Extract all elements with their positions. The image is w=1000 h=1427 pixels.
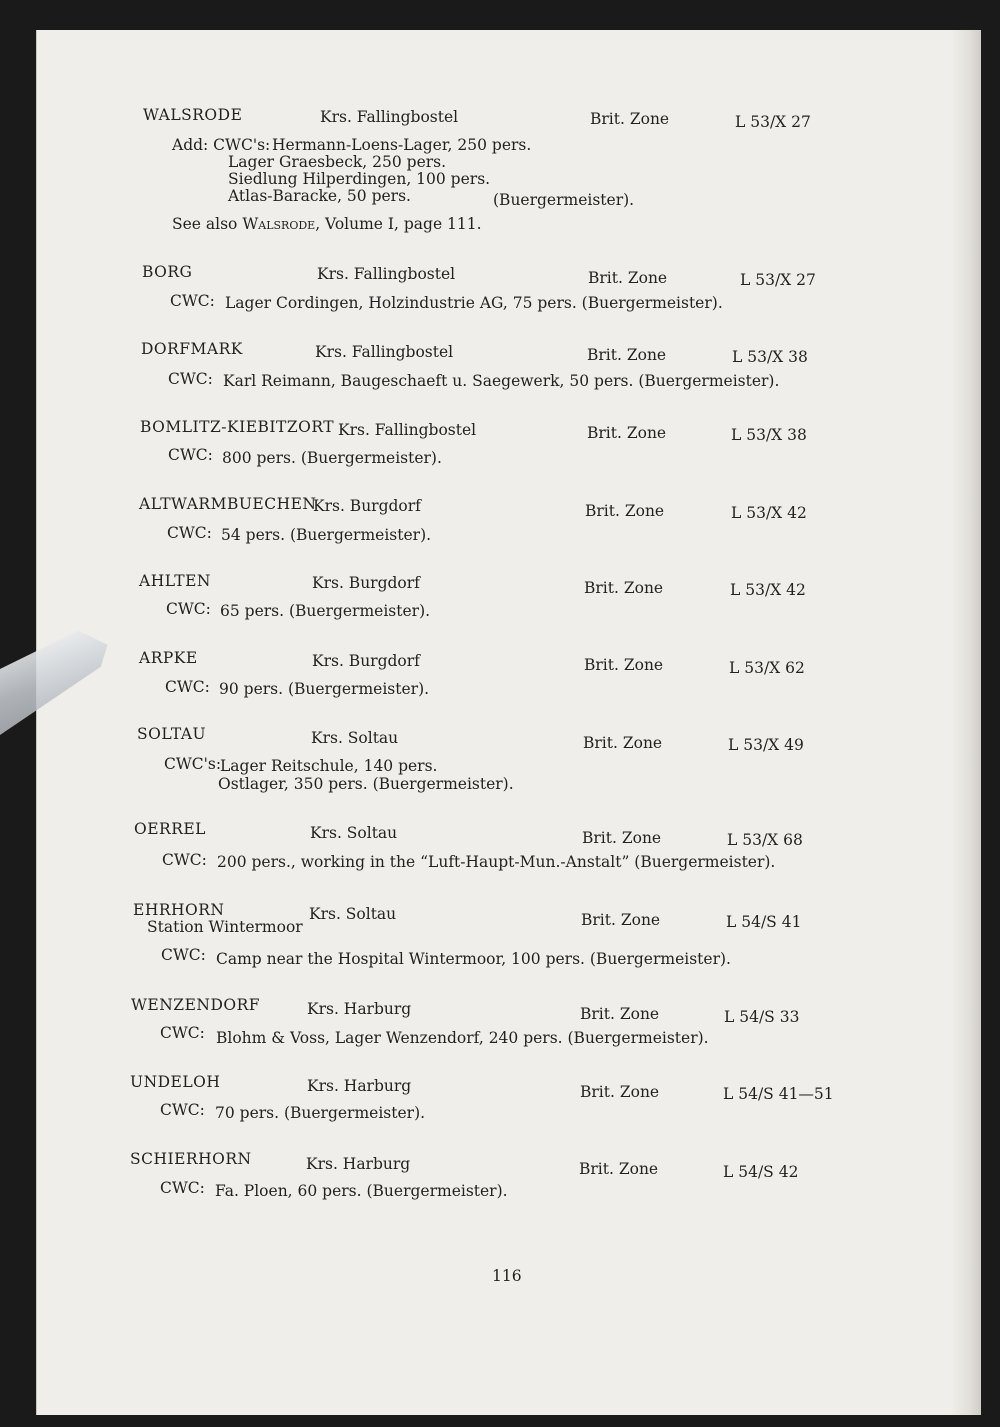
entry-label: CWC: bbox=[168, 446, 213, 464]
kreis: Krs. Harburg bbox=[307, 1077, 412, 1095]
place-name: OERREL bbox=[134, 820, 206, 838]
entry-text: Siedlung Hilperdingen, 100 pers. bbox=[228, 170, 491, 188]
entry-text: Atlas-Baracke, 50 pers. bbox=[228, 187, 411, 205]
zone: Brit. Zone bbox=[583, 734, 663, 752]
entry-label: CWC: bbox=[166, 600, 211, 618]
place-name: EHRHORN bbox=[133, 901, 225, 919]
entry-text: Lager Graesbeck, 250 pers. bbox=[228, 153, 447, 171]
source: (Buergermeister). bbox=[493, 191, 635, 209]
kreis: Krs. Fallingbostel bbox=[320, 108, 459, 126]
page-number: 116 bbox=[492, 1267, 522, 1285]
entry-text: Camp near the Hospital Wintermoor, 100 pers. (Buergermeister). bbox=[216, 950, 731, 968]
zone: Brit. Zone bbox=[582, 829, 662, 847]
grid-reference: L 53/X 62 bbox=[729, 659, 805, 677]
document-page bbox=[36, 30, 981, 1415]
kreis: Krs. Burgdorf bbox=[313, 497, 421, 515]
grid-reference: L 54/S 42 bbox=[723, 1163, 799, 1181]
zone: Brit. Zone bbox=[590, 110, 670, 128]
entry-text: 800 pers. (Buergermeister). bbox=[222, 449, 442, 467]
kreis: Krs. Burgdorf bbox=[312, 652, 420, 670]
see-also: See also Walsrode, Volume I, page 111. bbox=[172, 215, 482, 233]
entry-text: Karl Reimann, Baugeschaeft u. Saegewerk, 50 pers. (Buergermeister). bbox=[223, 372, 780, 390]
kreis: Krs. Harburg bbox=[306, 1155, 411, 1173]
grid-reference: L 53/X 68 bbox=[727, 831, 803, 849]
entry-text: Ostlager, 350 pers. (Buergermeister). bbox=[218, 775, 514, 793]
place-name: DORFMARK bbox=[141, 340, 243, 358]
entry-label: CWC: bbox=[170, 292, 215, 310]
place-name: AHLTEN bbox=[139, 572, 211, 590]
grid-reference: L 53/X 49 bbox=[728, 736, 804, 754]
zone: Brit. Zone bbox=[580, 1083, 660, 1101]
entry-text: 54 pers. (Buergermeister). bbox=[221, 526, 432, 544]
grid-reference: L 53/X 42 bbox=[731, 504, 807, 522]
entry-label: CWC's: bbox=[164, 755, 222, 773]
grid-reference: L 53/X 42 bbox=[730, 581, 806, 599]
kreis: Krs. Soltau bbox=[310, 824, 398, 842]
kreis: Krs. Burgdorf bbox=[312, 574, 420, 592]
entry-text: 70 pers. (Buergermeister). bbox=[215, 1104, 426, 1122]
kreis: Krs. Harburg bbox=[307, 1000, 412, 1018]
grid-reference: L 53/X 38 bbox=[731, 426, 807, 444]
entry-label: CWC: bbox=[168, 370, 213, 388]
place-name: SOLTAU bbox=[137, 725, 207, 743]
entry-text: 90 pers. (Buergermeister). bbox=[219, 680, 430, 698]
entry-label: CWC: bbox=[160, 1024, 205, 1042]
place-name: ALTWARMBUECHEN bbox=[139, 495, 317, 513]
entry-label: CWC: bbox=[162, 851, 207, 869]
zone: Brit. Zone bbox=[584, 656, 664, 674]
kreis: Krs. Fallingbostel bbox=[315, 343, 454, 361]
entry-label: Add: CWC's: bbox=[172, 136, 271, 154]
subplace: Station Wintermoor bbox=[147, 918, 303, 936]
place-name: BOMLITZ-KIEBITZORT bbox=[140, 418, 335, 436]
entry-label: CWC: bbox=[161, 946, 206, 964]
zone: Brit. Zone bbox=[579, 1160, 659, 1178]
entry-label: CWC: bbox=[160, 1101, 205, 1119]
entry-text: 65 pers. (Buergermeister). bbox=[220, 602, 431, 620]
grid-reference: L 54/S 41—51 bbox=[723, 1085, 834, 1103]
kreis: Krs. Fallingbostel bbox=[317, 265, 456, 283]
zone: Brit. Zone bbox=[584, 579, 664, 597]
kreis: Krs. Soltau bbox=[311, 729, 399, 747]
entry-text: Fa. Ploen, 60 pers. (Buergermeister). bbox=[215, 1182, 508, 1200]
page-gutter-shadow bbox=[951, 30, 981, 1415]
grid-reference: L 53/X 27 bbox=[740, 271, 816, 289]
place-name: SCHIERHORN bbox=[130, 1150, 252, 1168]
entry-text: Lager Reitschule, 140 pers. bbox=[220, 757, 438, 775]
place-name: UNDELOH bbox=[130, 1073, 221, 1091]
zone: Brit. Zone bbox=[581, 911, 661, 929]
kreis: Krs. Soltau bbox=[309, 905, 397, 923]
kreis: Krs. Fallingbostel bbox=[338, 421, 477, 439]
entry-label: CWC: bbox=[160, 1179, 205, 1197]
entry-label: CWC: bbox=[165, 678, 210, 696]
entry-label: CWC: bbox=[167, 524, 212, 542]
entry-text: Hermann-Loens-Lager, 250 pers. bbox=[272, 136, 532, 154]
grid-reference: L 53/X 38 bbox=[732, 348, 808, 366]
zone: Brit. Zone bbox=[587, 424, 667, 442]
place-name: ARPKE bbox=[139, 649, 198, 667]
grid-reference: L 54/S 33 bbox=[724, 1008, 800, 1026]
place-name: WALSRODE bbox=[143, 106, 243, 124]
grid-reference: L 53/X 27 bbox=[735, 113, 811, 131]
zone: Brit. Zone bbox=[580, 1005, 660, 1023]
place-name: WENZENDORF bbox=[131, 996, 261, 1014]
grid-reference: L 54/S 41 bbox=[726, 913, 802, 931]
entry-text: Blohm & Voss, Lager Wenzendorf, 240 pers. (Buergermeister). bbox=[216, 1029, 709, 1047]
zone: Brit. Zone bbox=[588, 269, 668, 287]
zone: Brit. Zone bbox=[585, 502, 665, 520]
entry-text: Lager Cordingen, Holzindustrie AG, 75 pers. (Buergermeister). bbox=[225, 294, 723, 312]
zone: Brit. Zone bbox=[587, 346, 667, 364]
entry-text: 200 pers., working in the “Luft-Haupt-Mun.-Anstalt” (Buergermeister). bbox=[217, 853, 776, 871]
place-name: BORG bbox=[142, 263, 193, 281]
